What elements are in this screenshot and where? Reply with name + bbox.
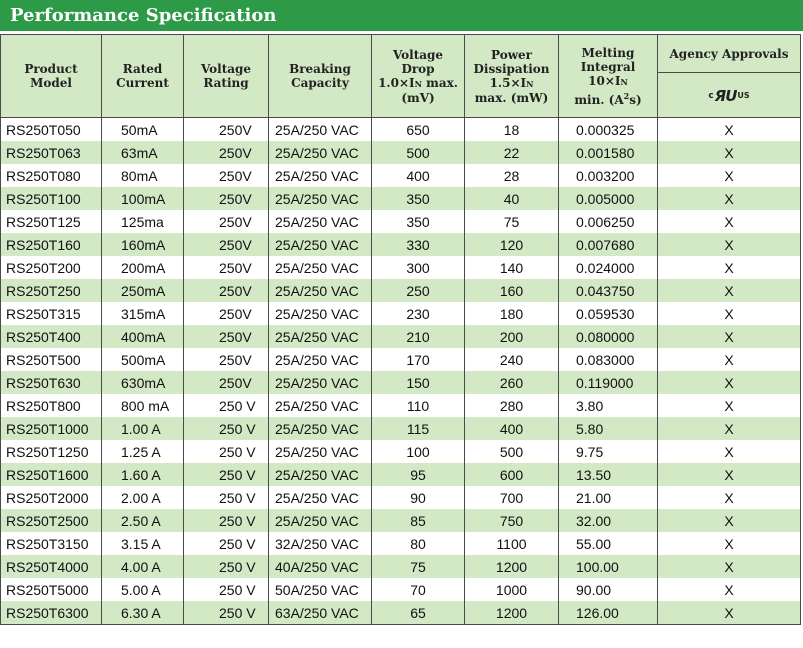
- cell-agency-approval: X: [658, 141, 801, 164]
- cell-breaking-capacity: 25A/250 VAC: [269, 118, 372, 142]
- cell-melting-integral: 5.80: [559, 417, 658, 440]
- cell-product-model: RS250T250: [1, 279, 102, 302]
- table-row: [1, 532, 801, 555]
- cell-breaking-capacity: 25A/250 VAC: [269, 164, 372, 187]
- cell-breaking-capacity: 25A/250 VAC: [269, 210, 372, 233]
- table-row: [1, 233, 801, 256]
- header-ul-mark: [658, 73, 801, 118]
- cell-product-model: RS250T4000: [1, 555, 102, 578]
- table-row: [1, 394, 801, 417]
- cell-agency-approval: X: [658, 233, 801, 256]
- cell-power-dissipation: 500: [465, 440, 559, 463]
- cell-product-model: RS250T2000: [1, 486, 102, 509]
- cell-power-dissipation: 75: [465, 210, 559, 233]
- cell-voltage-drop: 210: [372, 325, 465, 348]
- power-dissipation-line4: max. (mW): [474, 90, 549, 105]
- cell-voltage-drop: 115: [372, 417, 465, 440]
- cell-breaking-capacity: 25A/250 VAC: [269, 187, 372, 210]
- cell-product-model: RS250T630: [1, 371, 102, 394]
- cell-agency-approval: X: [658, 440, 801, 463]
- header-power-dissipation: [465, 35, 559, 118]
- cell-product-model: RS250T6300: [1, 601, 102, 625]
- cell-agency-approval: X: [658, 348, 801, 371]
- cell-voltage-drop: 90: [372, 486, 465, 509]
- cell-product-model: RS250T1600: [1, 463, 102, 486]
- cell-product-model: RS250T5000: [1, 578, 102, 601]
- performance-spec-table: [0, 34, 801, 625]
- cell-agency-approval: X: [658, 325, 801, 348]
- cell-melting-integral: 13.50: [559, 463, 658, 486]
- cell-voltage-drop: 300: [372, 256, 465, 279]
- cell-melting-integral: 0.001580: [559, 141, 658, 164]
- table-row: [1, 578, 801, 601]
- cell-breaking-capacity: 25A/250 VAC: [269, 348, 372, 371]
- cell-melting-integral: 0.024000: [559, 256, 658, 279]
- header-rated-current: Rated Current: [102, 35, 184, 118]
- cell-power-dissipation: 200: [465, 325, 559, 348]
- cell-breaking-capacity: 25A/250 VAC: [269, 256, 372, 279]
- cell-voltage-rating: 250 V: [184, 555, 269, 578]
- cell-product-model: RS250T080: [1, 164, 102, 187]
- table-row: [1, 601, 801, 625]
- cell-product-model: RS250T100: [1, 187, 102, 210]
- cell-voltage-drop: 350: [372, 187, 465, 210]
- cell-agency-approval: X: [658, 555, 801, 578]
- cell-power-dissipation: 22: [465, 141, 559, 164]
- cell-voltage-rating: 250V: [184, 371, 269, 394]
- table-row: [1, 302, 801, 325]
- cell-product-model: RS250T2500: [1, 509, 102, 532]
- cell-power-dissipation: 140: [465, 256, 559, 279]
- cell-power-dissipation: 700: [465, 486, 559, 509]
- melting-integral-line2: Integral: [580, 59, 636, 74]
- cell-voltage-drop: 110: [372, 394, 465, 417]
- cell-product-model: RS250T125: [1, 210, 102, 233]
- cell-power-dissipation: 260: [465, 371, 559, 394]
- cell-melting-integral: 126.00: [559, 601, 658, 625]
- cell-voltage-drop: 170: [372, 348, 465, 371]
- cell-agency-approval: X: [658, 164, 801, 187]
- cell-power-dissipation: 1200: [465, 601, 559, 625]
- cell-rated-current: 80mA: [102, 164, 184, 187]
- cell-rated-current: 315mA: [102, 302, 184, 325]
- cell-rated-current: 200mA: [102, 256, 184, 279]
- table-row: [1, 164, 801, 187]
- table-row: [1, 118, 801, 142]
- voltage-drop-line4: (mV): [401, 90, 435, 105]
- cell-melting-integral: 0.000325: [559, 118, 658, 142]
- cell-breaking-capacity: 25A/250 VAC: [269, 325, 372, 348]
- cell-melting-integral: 0.006250: [559, 210, 658, 233]
- cell-breaking-capacity: 32A/250 VAC: [269, 532, 372, 555]
- cell-melting-integral: 0.043750: [559, 279, 658, 302]
- cell-voltage-rating: 250V: [184, 164, 269, 187]
- cell-breaking-capacity: 25A/250 VAC: [269, 302, 372, 325]
- cell-rated-current: 500mA: [102, 348, 184, 371]
- cell-melting-integral: 0.003200: [559, 164, 658, 187]
- cell-voltage-drop: 95: [372, 463, 465, 486]
- cell-voltage-rating: 250V: [184, 233, 269, 256]
- table-row: [1, 417, 801, 440]
- voltage-drop-line3b: max.: [421, 75, 458, 90]
- cell-agency-approval: X: [658, 394, 801, 417]
- cell-voltage-rating: 250 V: [184, 509, 269, 532]
- cell-agency-approval: X: [658, 279, 801, 302]
- table-row: [1, 555, 801, 578]
- ul-mark-c: c: [708, 91, 714, 101]
- cell-breaking-capacity: 25A/250 VAC: [269, 141, 372, 164]
- cell-breaking-capacity: 25A/250 VAC: [269, 371, 372, 394]
- cell-voltage-drop: 150: [372, 371, 465, 394]
- table-row: [1, 348, 801, 371]
- cell-voltage-rating: 250V: [184, 118, 269, 142]
- cell-voltage-rating: 250 V: [184, 486, 269, 509]
- table-row: [1, 463, 801, 486]
- cell-breaking-capacity: 25A/250 VAC: [269, 233, 372, 256]
- cell-voltage-drop: 500: [372, 141, 465, 164]
- cell-rated-current: 160mA: [102, 233, 184, 256]
- cell-rated-current: 5.00 A: [102, 578, 184, 601]
- voltage-drop-line2: Drop: [401, 61, 435, 76]
- header-breaking-capacity: Breaking Capacity: [269, 35, 372, 118]
- cell-product-model: RS250T400: [1, 325, 102, 348]
- cell-power-dissipation: 120: [465, 233, 559, 256]
- cell-rated-current: 630mA: [102, 371, 184, 394]
- cell-rated-current: 100mA: [102, 187, 184, 210]
- melting-integral-line1: Melting: [581, 45, 635, 60]
- cell-melting-integral: 100.00: [559, 555, 658, 578]
- ul-mark-ru: ЯU: [714, 87, 737, 105]
- cell-voltage-drop: 70: [372, 578, 465, 601]
- cell-agency-approval: X: [658, 417, 801, 440]
- cell-power-dissipation: 180: [465, 302, 559, 325]
- voltage-drop-subscript: N: [414, 78, 422, 89]
- cell-rated-current: 800 mA: [102, 394, 184, 417]
- melting-integral-superscript: 2: [623, 90, 630, 101]
- cell-voltage-drop: 400: [372, 164, 465, 187]
- cell-breaking-capacity: 25A/250 VAC: [269, 279, 372, 302]
- cell-voltage-rating: 250V: [184, 348, 269, 371]
- section-title: Performance Specification: [0, 0, 803, 31]
- cell-power-dissipation: 750: [465, 509, 559, 532]
- cell-melting-integral: 0.059530: [559, 302, 658, 325]
- header-product-model: Product Model: [1, 35, 102, 118]
- cell-voltage-drop: 230: [372, 302, 465, 325]
- cell-product-model: RS250T1000: [1, 417, 102, 440]
- cell-product-model: RS250T050: [1, 118, 102, 142]
- cell-product-model: RS250T800: [1, 394, 102, 417]
- cell-voltage-rating: 250V: [184, 325, 269, 348]
- header-melting-integral: [559, 35, 658, 118]
- cell-voltage-drop: 330: [372, 233, 465, 256]
- cell-melting-integral: 21.00: [559, 486, 658, 509]
- cell-rated-current: 1.00 A: [102, 417, 184, 440]
- cell-breaking-capacity: 25A/250 VAC: [269, 440, 372, 463]
- cell-voltage-rating: 250 V: [184, 394, 269, 417]
- cell-melting-integral: 0.005000: [559, 187, 658, 210]
- cell-breaking-capacity: 40A/250 VAC: [269, 555, 372, 578]
- cell-product-model: RS250T500: [1, 348, 102, 371]
- cell-agency-approval: X: [658, 118, 801, 142]
- cell-rated-current: 3.15 A: [102, 532, 184, 555]
- cell-breaking-capacity: 25A/250 VAC: [269, 417, 372, 440]
- cell-voltage-rating: 250V: [184, 279, 269, 302]
- cell-power-dissipation: 160: [465, 279, 559, 302]
- voltage-drop-line1: Voltage: [392, 47, 444, 62]
- table-row: [1, 256, 801, 279]
- cell-rated-current: 1.60 A: [102, 463, 184, 486]
- cell-melting-integral: 32.00: [559, 509, 658, 532]
- cell-voltage-drop: 650: [372, 118, 465, 142]
- header-agency-approvals: Agency Approvals: [658, 35, 801, 73]
- cell-power-dissipation: 18: [465, 118, 559, 142]
- cell-product-model: RS250T200: [1, 256, 102, 279]
- cell-power-dissipation: 1000: [465, 578, 559, 601]
- cell-voltage-drop: 250: [372, 279, 465, 302]
- cell-rated-current: 400mA: [102, 325, 184, 348]
- cell-voltage-rating: 250V: [184, 302, 269, 325]
- table-row: [1, 279, 801, 302]
- cell-melting-integral: 0.119000: [559, 371, 658, 394]
- cell-rated-current: 250mA: [102, 279, 184, 302]
- cell-agency-approval: X: [658, 256, 801, 279]
- cell-agency-approval: X: [658, 210, 801, 233]
- cell-agency-approval: X: [658, 463, 801, 486]
- voltage-drop-line3: 1.0×I: [378, 75, 415, 90]
- cell-voltage-rating: 250 V: [184, 601, 269, 625]
- cell-melting-integral: 0.083000: [559, 348, 658, 371]
- cell-power-dissipation: 400: [465, 417, 559, 440]
- table-row: [1, 509, 801, 532]
- power-dissipation-line3: 1.5×I: [489, 75, 527, 90]
- header-voltage-drop: [372, 35, 465, 118]
- table-row: [1, 210, 801, 233]
- cell-voltage-drop: 350: [372, 210, 465, 233]
- power-dissipation-line2: Dissipation: [473, 61, 550, 76]
- melting-integral-subscript: N: [620, 76, 628, 87]
- cell-agency-approval: X: [658, 601, 801, 625]
- cell-voltage-rating: 250 V: [184, 532, 269, 555]
- cell-melting-integral: 55.00: [559, 532, 658, 555]
- melting-integral-line4b: s): [629, 92, 642, 107]
- cell-breaking-capacity: 25A/250 VAC: [269, 509, 372, 532]
- table-row: [1, 486, 801, 509]
- cell-rated-current: 50mA: [102, 118, 184, 142]
- cell-voltage-drop: 100: [372, 440, 465, 463]
- table-row: [1, 187, 801, 210]
- cell-melting-integral: 3.80: [559, 394, 658, 417]
- melting-integral-line3: 10×I: [588, 73, 621, 88]
- cell-voltage-rating: 250V: [184, 187, 269, 210]
- cell-rated-current: 63mA: [102, 141, 184, 164]
- cell-agency-approval: X: [658, 302, 801, 325]
- header-voltage-rating: Voltage Rating: [184, 35, 269, 118]
- cell-rated-current: 125ma: [102, 210, 184, 233]
- cell-power-dissipation: 1200: [465, 555, 559, 578]
- cell-agency-approval: X: [658, 371, 801, 394]
- ul-mark-us: US: [737, 91, 750, 100]
- cell-voltage-rating: 250V: [184, 210, 269, 233]
- cell-agency-approval: X: [658, 486, 801, 509]
- cell-product-model: RS250T3150: [1, 532, 102, 555]
- cell-power-dissipation: 28: [465, 164, 559, 187]
- cell-voltage-rating: 250 V: [184, 417, 269, 440]
- cell-voltage-drop: 75: [372, 555, 465, 578]
- cell-rated-current: 2.50 A: [102, 509, 184, 532]
- cell-melting-integral: 9.75: [559, 440, 658, 463]
- cell-melting-integral: 0.007680: [559, 233, 658, 256]
- cell-agency-approval: X: [658, 187, 801, 210]
- cell-agency-approval: X: [658, 532, 801, 555]
- cell-power-dissipation: 600: [465, 463, 559, 486]
- table-row: [1, 141, 801, 164]
- cell-voltage-rating: 250V: [184, 256, 269, 279]
- table-row: [1, 440, 801, 463]
- table-row: [1, 325, 801, 348]
- cell-power-dissipation: 1100: [465, 532, 559, 555]
- cell-breaking-capacity: 50A/250 VAC: [269, 578, 372, 601]
- cell-agency-approval: X: [658, 578, 801, 601]
- cell-voltage-rating: 250 V: [184, 440, 269, 463]
- cell-power-dissipation: 240: [465, 348, 559, 371]
- cell-voltage-rating: 250V: [184, 141, 269, 164]
- cell-voltage-rating: 250 V: [184, 463, 269, 486]
- ul-recognized-icon: [708, 89, 749, 103]
- cell-voltage-rating: 250 V: [184, 578, 269, 601]
- cell-rated-current: 4.00 A: [102, 555, 184, 578]
- cell-power-dissipation: 280: [465, 394, 559, 417]
- cell-rated-current: 1.25 A: [102, 440, 184, 463]
- cell-breaking-capacity: 25A/250 VAC: [269, 394, 372, 417]
- cell-rated-current: 2.00 A: [102, 486, 184, 509]
- table-row: [1, 371, 801, 394]
- cell-melting-integral: 0.080000: [559, 325, 658, 348]
- cell-agency-approval: X: [658, 509, 801, 532]
- spec-table-body: [1, 118, 801, 625]
- cell-product-model: RS250T063: [1, 141, 102, 164]
- cell-melting-integral: 90.00: [559, 578, 658, 601]
- cell-voltage-drop: 80: [372, 532, 465, 555]
- power-dissipation-line1: Power: [491, 47, 532, 62]
- cell-voltage-drop: 65: [372, 601, 465, 625]
- cell-product-model: RS250T160: [1, 233, 102, 256]
- cell-voltage-drop: 85: [372, 509, 465, 532]
- cell-breaking-capacity: 63A/250 VAC: [269, 601, 372, 625]
- cell-breaking-capacity: 25A/250 VAC: [269, 463, 372, 486]
- cell-power-dissipation: 40: [465, 187, 559, 210]
- cell-product-model: RS250T1250: [1, 440, 102, 463]
- power-dissipation-subscript: N: [526, 78, 534, 89]
- cell-rated-current: 6.30 A: [102, 601, 184, 625]
- melting-integral-line4a: min. (A: [574, 92, 624, 107]
- cell-breaking-capacity: 25A/250 VAC: [269, 486, 372, 509]
- cell-product-model: RS250T315: [1, 302, 102, 325]
